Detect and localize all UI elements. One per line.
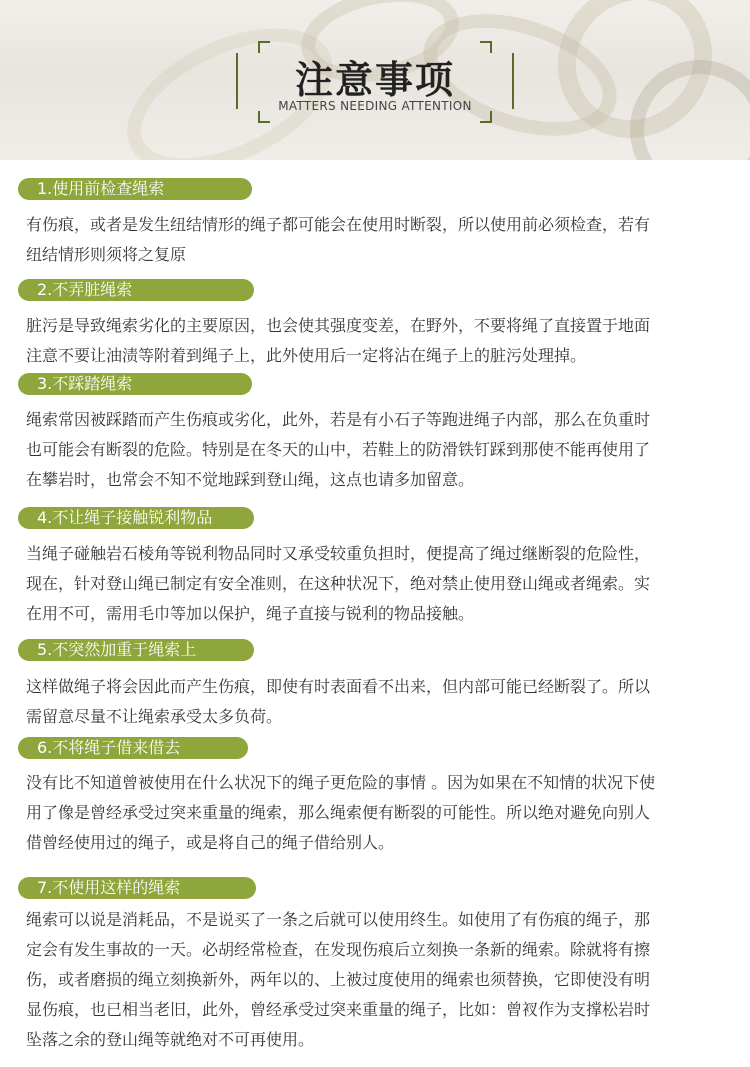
section-body bbox=[26, 905, 732, 1055]
section-body bbox=[26, 405, 732, 495]
section-body bbox=[26, 672, 732, 732]
section-body bbox=[26, 768, 732, 858]
text-line: 伤，或者磨损的绳立刻换新外，两年以的、上被过度使用的绳索也须替换，它即使没有明 bbox=[26, 970, 651, 989]
text-line: 用了像是曾经承受过突来重量的绳索，那么绳索便有断裂的可能性。所以绝对避免向别人 bbox=[26, 803, 651, 822]
section-heading: 4.不让绳子接触锐利物品 bbox=[18, 507, 254, 529]
text-line: 这样做绳子将会因此而产生伤痕，即使有时表面看不出来，但内部可能已经断裂了。所以 bbox=[26, 677, 651, 696]
text-line: 定会有发生事故的一天。必胡经常检查，在发现伤痕后立刻换一条新的绳索。除就将有擦 bbox=[26, 940, 651, 959]
section-heading: 6.不将绳子借来借去 bbox=[18, 737, 248, 759]
text-line: 脏污是导致绳索劣化的主要原因，也会使其强度变差，在野外，不要将绳了直接置于地面 bbox=[26, 316, 651, 335]
section-body bbox=[26, 539, 732, 629]
page-subtitle: MATTERS NEEDING ATTENTION bbox=[278, 99, 472, 113]
text-line: 注意不要让油渍等附着到绳子上，此外使用后一定将沾在绳子上的脏污处理掉。 bbox=[26, 346, 587, 365]
text-line: 显伤痕，也已相当老旧，此外，曾经承受过突来重量的绳子，比如：曾衩作为支撑松岩时 bbox=[26, 1000, 651, 1019]
text-line: 有伤痕，或者是发生纽结情形的绳子都可能会在使用时断裂，所以使用前必须检查，若有 bbox=[26, 215, 651, 234]
text-line: 借曾经使用过的绳子，或是将自己的绳子借给别人。 bbox=[26, 833, 395, 852]
text-line: 在攀岩时，也常会不知不觉地踩到登山绳，这点也请多加留意。 bbox=[26, 470, 475, 489]
section-heading: 5.不突然加重于绳索上 bbox=[18, 639, 254, 661]
text-line: 绳索常因被踩踏而产生伤痕或劣化，此外，若是有小石子等跑进绳子内部，那么在负重时 bbox=[26, 410, 651, 429]
text-line: 坠落之余的登山绳等就绝对不可再使用。 bbox=[26, 1030, 315, 1049]
header-banner bbox=[0, 0, 750, 160]
section-heading: 2.不弄脏绳索 bbox=[18, 279, 254, 301]
section-heading: 1.使用前检查绳索 bbox=[18, 178, 252, 200]
text-line: 现在，针对登山绳已制定有安全准则，在这种状况下，绝对禁止使用登山绳或者绳索。实 bbox=[26, 574, 651, 593]
section-heading: 3.不踩踏绳索 bbox=[18, 373, 252, 395]
text-line: 需留意尽量不让绳索承受太多负荷。 bbox=[26, 707, 283, 726]
title-frame bbox=[258, 41, 492, 123]
text-line: 绳索可以说是消耗品，不是说买了一条之后就可以使用终生。如使用了有伤痕的绳子，那 bbox=[26, 910, 651, 929]
section-body bbox=[26, 210, 732, 270]
text-line: 在用不可，需用毛巾等加以保护，绳子直接与锐利的物品接触。 bbox=[26, 604, 475, 623]
text-line: 也可能会有断裂的危险。特别是在冬天的山中，若鞋上的防滑铁钉踩到那使不能再使用了 bbox=[26, 440, 651, 459]
section-body bbox=[26, 311, 732, 371]
section-heading: 7.不使用这样的绳索 bbox=[18, 877, 256, 899]
text-line: 当绳子碰触岩石棱角等锐利物品同时又承受较重负担时，便提高了绳过继断裂的危险性， bbox=[26, 544, 651, 563]
text-line: 没有比不知道曾被使用在什么状况下的绳子更危险的事情 。因为如果在不知情的状况下使 bbox=[26, 773, 656, 792]
text-line: 纽结情形则须将之复原 bbox=[26, 245, 187, 264]
page-title: 注意事项 bbox=[294, 58, 455, 102]
